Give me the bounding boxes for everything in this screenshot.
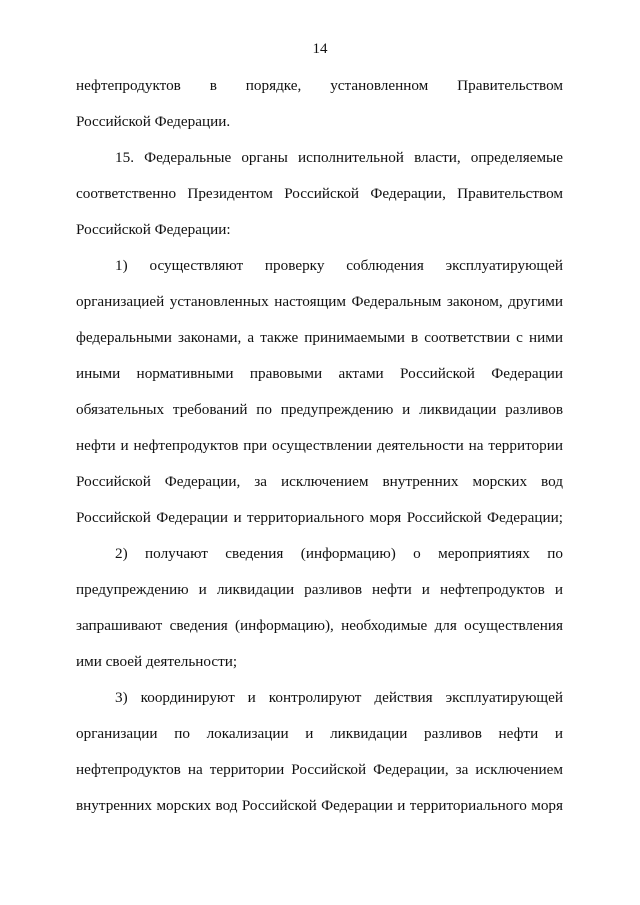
text-line: федеральными законами, а также принимаемыми в соответствии с ними bbox=[76, 329, 563, 346]
text-line: внутренних морских вод Российской Федерации и территориального моря bbox=[76, 797, 563, 814]
text-line: предупреждению и ликвидации разливов нефти и нефтепродуктов и bbox=[76, 581, 563, 598]
text-line: иными нормативными правовыми актами Российской Федерации bbox=[76, 365, 563, 382]
paragraph-15-line: 15. Федеральные органы исполнительной власти, определяемые bbox=[115, 149, 563, 166]
text-line: Российской Федерации, за исключением внутренних морских вод bbox=[76, 473, 563, 490]
text-line: организации по локализации и ликвидации разливов нефти и bbox=[76, 725, 563, 742]
text-line: Российской Федерации: bbox=[76, 221, 231, 238]
text-line: обязательных требований по предупреждению и ликвидации разливов bbox=[76, 401, 563, 418]
text-line: нефтепродуктов на территории Российской Федерации, за исключением bbox=[76, 761, 563, 778]
text-line: организацией установленных настоящим Федеральным законом, другими bbox=[76, 293, 563, 310]
text-line: ими своей деятельности; bbox=[76, 653, 238, 670]
text-line: нефти и нефтепродуктов при осуществлении деятельности на территории bbox=[76, 437, 563, 454]
item-2-line: 2) получают сведения (информацию) о мероприятиях по bbox=[115, 545, 563, 562]
text-line: Российской Федерации. bbox=[76, 113, 231, 130]
text-line: нефтепродуктов в порядке, установленном Правительством bbox=[76, 77, 563, 94]
page-number: 14 bbox=[312, 41, 328, 57]
text-line: запрашивают сведения (информацию), необходимые для осуществления bbox=[76, 617, 563, 634]
text-line: соответственно Президентом Российской Федерации, Правительством bbox=[76, 185, 563, 202]
item-3-line: 3) координируют и контролируют действия эксплуатирующей bbox=[115, 689, 563, 706]
text-line: Российской Федерации и территориального моря Российской Федерации; bbox=[76, 509, 563, 526]
item-1-line: 1) осуществляют проверку соблюдения эксплуатирующей bbox=[115, 257, 563, 274]
